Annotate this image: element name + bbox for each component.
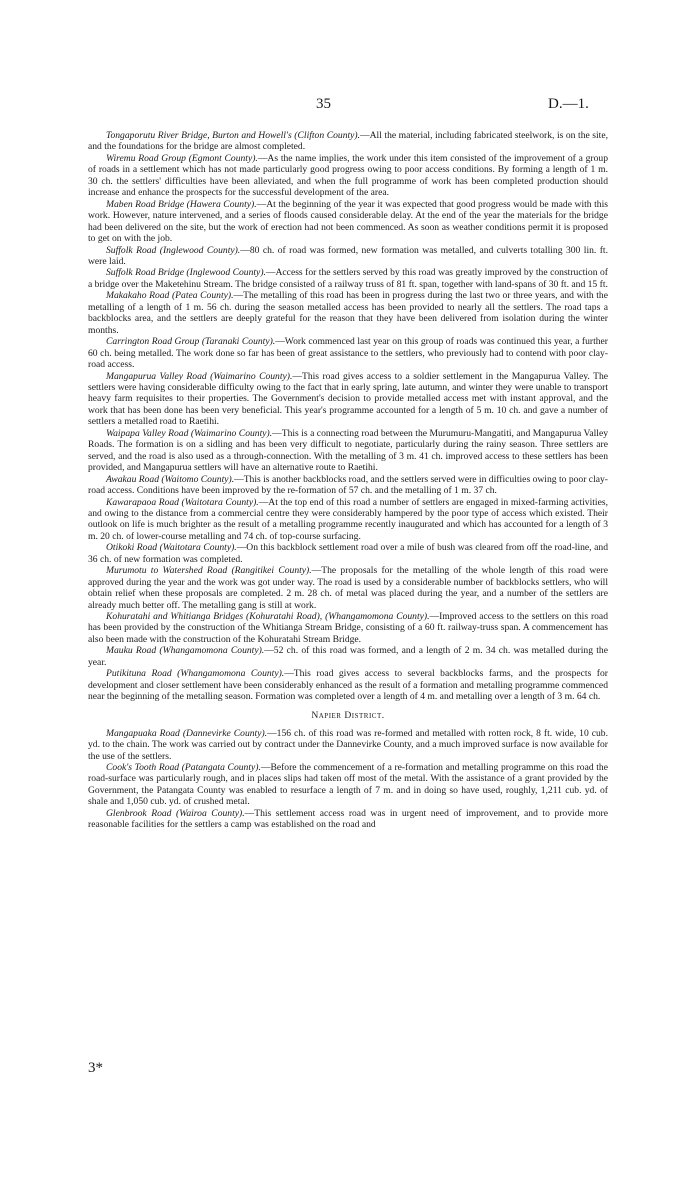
paragraph-text: —Work commenced last year on this group of roads was continued this year, a further 60 ch. being metalled. The work done so far has been of great assistance to the settlers, who previously had to contend with poor clay-road access. xyxy=(88,336,609,371)
paragraph-text: —This road gives access to a soldier settlement in the Mangapurua Valley. The settlers were having considerable difficulty owing to the fact that in early spring, late autumn, and winter they were unable to transport heavy farm requisites to their properties. The Government's decision to provide metalled access met with instant approval, and the work that has been done has been very beneficial. This year's programme accounted for a length of 5 m. 10 ch. and gave a number of settlers a metalled road to Raetihi. xyxy=(88,370,608,428)
page-number: 35 xyxy=(316,96,331,112)
document-reference: D.—1. xyxy=(548,96,589,112)
report-paragraph xyxy=(88,728,608,762)
report-paragraph xyxy=(88,199,608,245)
report-paragraph xyxy=(88,428,608,474)
paragraph-text: —At the beginning of the year it was expected that good progress would be made with this work. However, nature intervened, and a series of floods caused considerable delay. At the end of the year the materials for the bridge had been delivered on the site, but the work of erection had not been commenced. As soon as weather conditions permit it is proposed to get on with the job. xyxy=(88,198,608,245)
paragraph-text: —As the name implies, the work under this item consisted of the improvement of a group of roads in a settlement which has not made particularly good progress owing to poor access conditions. By forming a length of 1 m. 30 ch. the settlers' difficulties have been alleviated, and when the full programme of work has been completed production should increase and enhance the prospects for the successful development of the area. xyxy=(88,152,609,199)
paragraph-text: —80 ch. of road was formed, new formation was metalled, and culverts totalling 300 lin. ft. were laid. xyxy=(88,244,608,267)
paragraph-heading: Murumotu to Watershed Road (Rangitikei County). xyxy=(106,565,312,577)
report-paragraph xyxy=(88,153,608,199)
paragraph-text: —52 ch. of this road was formed, and a length of 2 m. 34 ch. was metalled during the year. xyxy=(88,645,608,668)
paragraph-heading: Cook's Tooth Road (Patangata County). xyxy=(106,762,261,774)
paragraph-heading: Awakau Road (Waitomo County). xyxy=(106,473,235,485)
paragraph-heading: Mauku Road (Whangamomona County). xyxy=(106,645,265,657)
paragraph-heading: Maben Road Bridge (Hawera County). xyxy=(106,198,257,210)
paragraph-heading: Suffolk Road Bridge (Inglewood County). xyxy=(106,267,266,279)
paragraph-heading: Mangapuaka Road (Dannevirke County). xyxy=(106,727,268,739)
signature-mark: 3* xyxy=(88,1060,103,1076)
paragraph-heading: Kawarapaoa Road (Waitotara County). xyxy=(106,496,259,508)
paragraph-text: —The proposals for the metalling of the whole length of this road were approved during the year and the work was got under way. The road is used by a considerable number of backblocks settlers, who will obtain relief when these proposals are completed. 2 m. 28 ch. of metal was placed during the year, and a number of the settlers are already much better off. The metalling gang is still at work. xyxy=(88,565,608,611)
report-paragraph xyxy=(88,371,608,428)
paragraph-heading: Carrington Road Group (Taranaki County). xyxy=(106,336,276,348)
paragraph-text: —This road gives access to several backblocks farms, and the prospects for development and closer settlement have been considerably enhanced as the result of a formation and metalling programme commenced near the beginning of the metalling season. Formation was completed over a length of 4 m. and metalling over a length of 3 m. 64 ch. xyxy=(88,668,608,703)
report-paragraph xyxy=(88,611,608,645)
paragraph-heading: Mangapurua Valley Road (Waimarino County). xyxy=(106,370,293,382)
paragraph-heading: Glenbrook Road (Wairoa County). xyxy=(106,807,245,819)
paragraph-text: —This is a connecting road between the Murumuru-Mangatiti, and Mangapurua Valley Roads. The formation is on a sidling and has been very difficult to negotiate, particularly during the rainy season. Three settlers are served, and the road is also used as a through-connection. With the metalling of 3 m. 41 ch. improved access to these settlers has been provided, and Mangapurua settlers will have an alternative route to Raetihi. xyxy=(88,427,609,474)
paragraph-heading: Kohuratahi and Whitianga Bridges (Kohuratahi Road), (Whangamomona County). xyxy=(106,611,430,623)
report-paragraph xyxy=(88,245,608,268)
paragraph-text: —Access for the settlers served by this road was greatly improved by the construction of a bridge over the Maketehinu Stream. The bridge consisted of a railway truss of 81 ft. span, together with land-spans of 30 ft. and 15 ft. xyxy=(88,267,608,290)
report-paragraph xyxy=(88,290,608,336)
paragraph-heading: Suffolk Road (Inglewood County). xyxy=(106,244,241,256)
paragraph-group-a xyxy=(88,130,608,703)
report-paragraph xyxy=(88,762,608,808)
report-paragraph xyxy=(88,808,608,831)
paragraph-text: —At the top end of this road a number of settlers are engaged in mixed-farming activities, and owing to the distance from a commercial centre they were considerably hampered by the poor type of access which existed. Their outlook on life is much brighter as the result of a metalling programme recently inaugurated and which has accounted for a length of 3 m. 20 ch. of lower-course metalling and 74 ch. of top-course surfacing. xyxy=(88,496,608,542)
paragraph-text: —Improved access to the settlers on this road has been provided by the construction of the Whitianga Stream Bridge, consisting of a 60 ft. railway-truss span. A commencement has also been made with the construction of the Kohuratahi Stream Bridge. xyxy=(88,611,608,645)
report-paragraph xyxy=(88,336,608,370)
report-paragraph xyxy=(88,565,608,611)
report-paragraph xyxy=(88,668,608,702)
paragraph-heading: Tongaporutu River Bridge, Burton and Howell's (Clifton County). xyxy=(106,130,361,141)
paragraph-heading: Waipapa Valley Road (Waimarino County). xyxy=(106,427,273,439)
report-paragraph xyxy=(88,542,608,565)
paragraph-heading: Putikituna Road (Whangamomona County). xyxy=(106,668,285,680)
paragraph-text: —This is another backblocks road, and the settlers served were in difficulties owing to poor clay-road access. Conditions have been improved by the re-formation of 57 ch. and the metalling of 1 m. 37 ch. xyxy=(88,473,608,497)
paragraph-heading: Wiremu Road Group (Egmont County). xyxy=(106,152,258,164)
paragraph-text: —Before the commencement of a re-formation and metalling programme on this road the road-surface was particularly rough, and in places slips had taken off most of the metal. With the assistance of a grant provided by the Government, the Patangata County was enabled to resurface a length of 7 m. and in doing so have used, roughly, 1,211 cub. yd. of shale and 1,050 cub. yd. of crushed metal. xyxy=(88,762,608,808)
report-paragraph xyxy=(88,645,608,668)
report-paragraph xyxy=(88,267,608,290)
paragraph-text: —On this backblock settlement road over a mile of bush was cleared from off the road-line, and 36 ch. of new formation was completed. xyxy=(88,542,608,565)
report-paragraph xyxy=(88,497,608,543)
page-header xyxy=(0,96,700,116)
paragraph-group-b xyxy=(88,728,608,831)
paragraph-text: —All the material, including fabricated steelwork, is on the site, and the foundations for the bridge are almost completed. xyxy=(88,130,609,153)
report-paragraph xyxy=(88,474,608,497)
section-heading: Napier District. xyxy=(311,709,385,721)
paragraph-text: —156 ch. of this road was re-formed and metalled with rotten rock, 8 ft. wide, 10 cub. yd. to the chain. The work was carried out by contract under the Dannevirke County, and a much improved surface is now available for the use of the settlers. xyxy=(88,727,608,762)
paragraph-heading: Makakaho Road (Patea County). xyxy=(106,290,234,302)
paragraph-text: —This settlement access road was in urgent need of improvement, and to provide more reasonable facilities for the settlers a camp was established on the road and xyxy=(88,807,608,831)
report-paragraph xyxy=(88,130,608,153)
paragraph-text: —The metalling of this road has been in progress during the last two or three years, and with the metalling of a length of 1 m. 56 ch. during the season metalled access has been provided to nearly all the settlers. The road taps a backblocks area, and the settlers are deeply grateful for the reason that they have been delivered from isolation during the winter months. xyxy=(88,290,608,336)
page-body xyxy=(88,130,608,831)
paragraph-heading: Otikoki Road (Waitotara County). xyxy=(106,542,237,554)
